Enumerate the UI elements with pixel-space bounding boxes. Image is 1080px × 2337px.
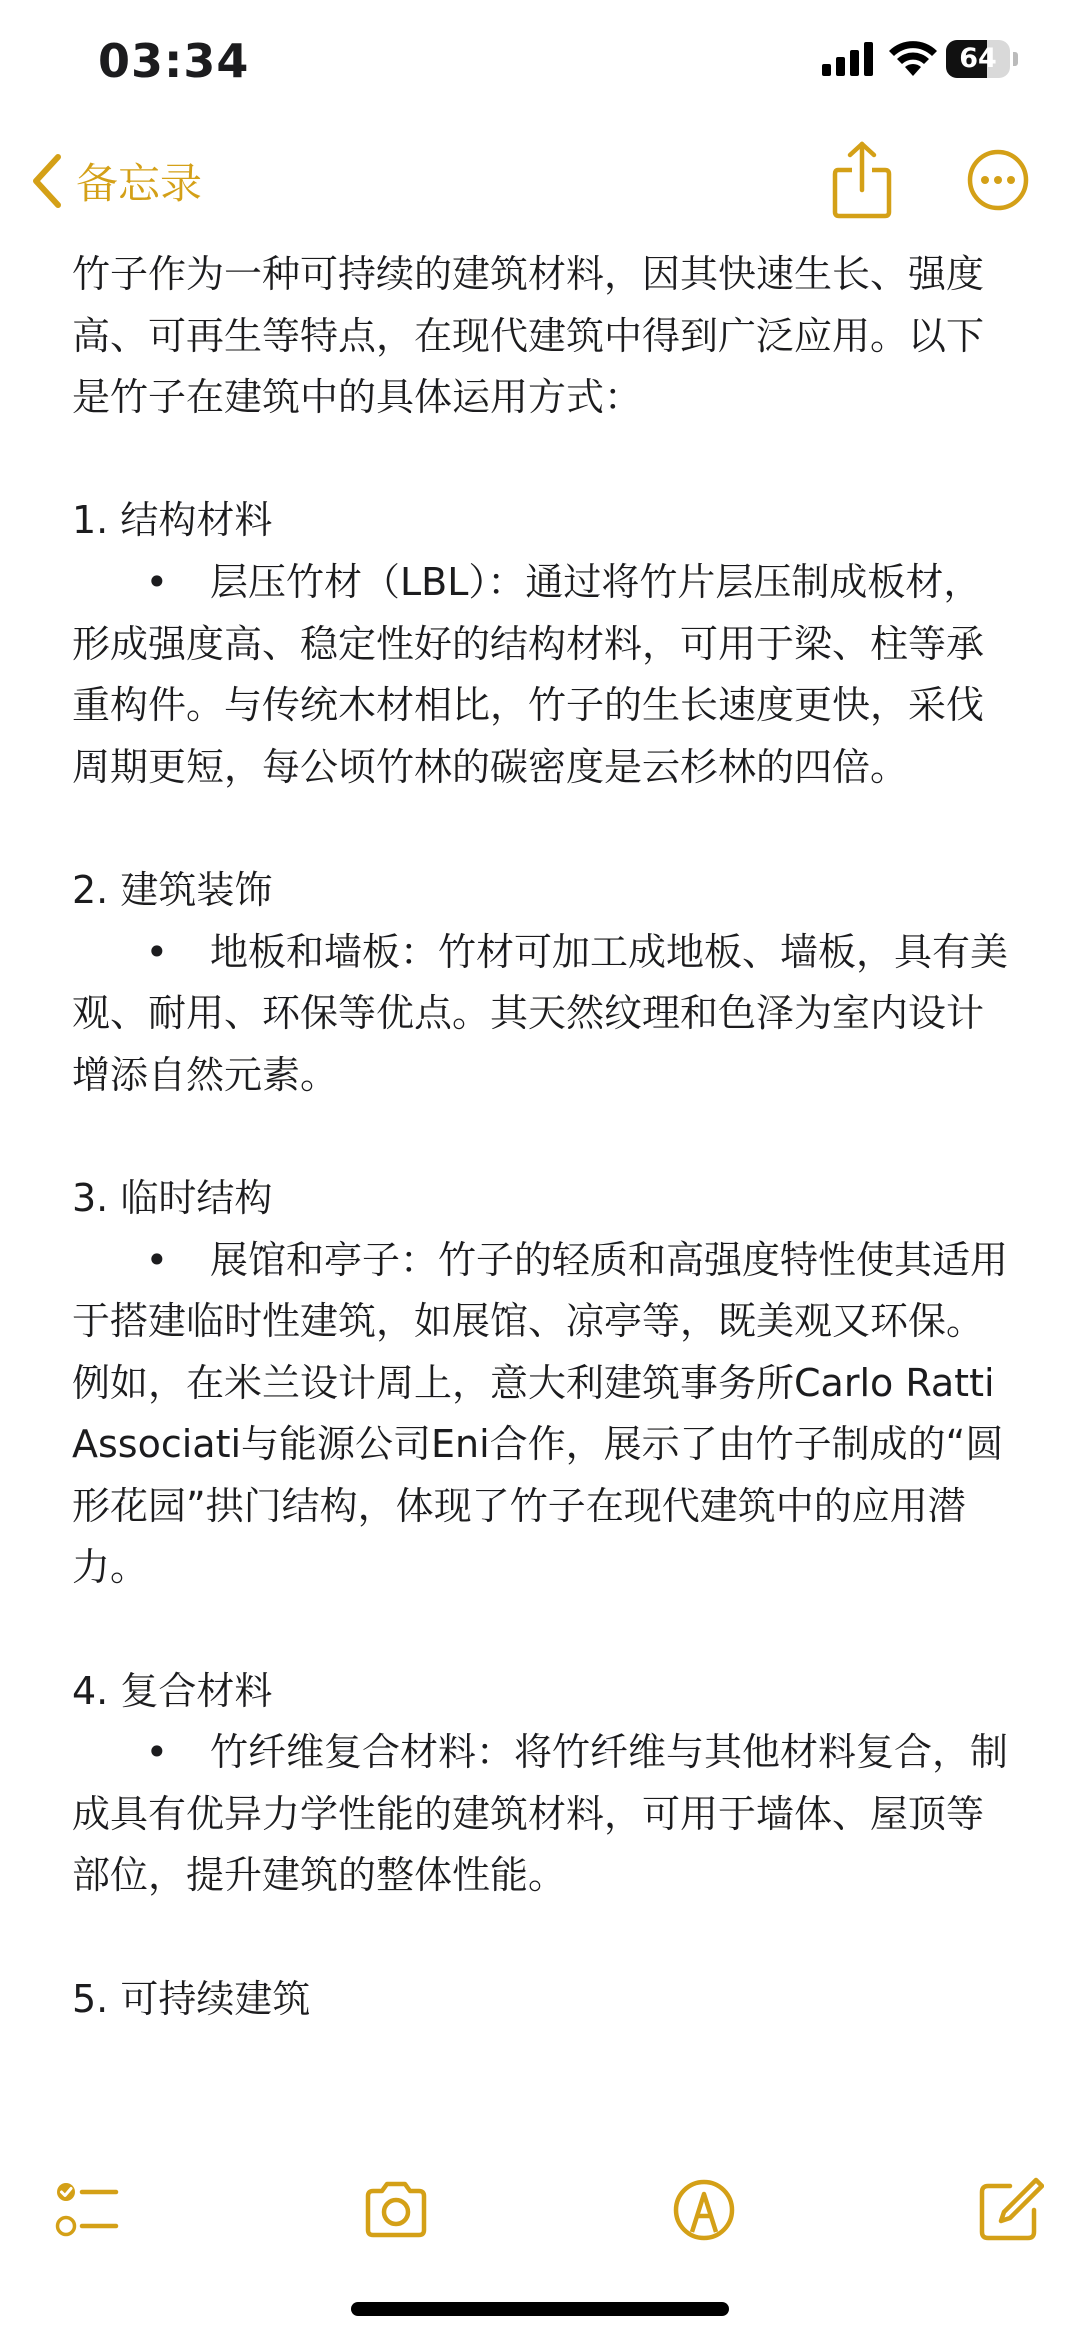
checklist-icon[interactable]	[52, 2176, 120, 2244]
bullet-icon: •	[145, 1237, 168, 1282]
share-icon[interactable]	[830, 140, 894, 220]
wifi-icon	[888, 40, 938, 78]
status-bar	[0, 0, 1080, 130]
section-heading-3: 3. 临时结构	[72, 1175, 273, 1220]
home-indicator[interactable]	[351, 2302, 729, 2316]
bottom-toolbar	[0, 2160, 1080, 2260]
camera-icon[interactable]	[362, 2176, 430, 2244]
battery-icon	[946, 40, 1020, 78]
cellular-signal-icon	[822, 42, 874, 76]
bullet-icon: •	[145, 1730, 168, 1775]
more-options-icon[interactable]	[966, 148, 1030, 212]
note-body[interactable]	[72, 244, 1012, 2114]
bullet-text: 竹纤维复合材料：将竹纤维与其他材料复合，制成具有优异力学性能的建筑材料，可用于墙体、屋顶等部位，提升建筑的整体性能。	[72, 1730, 1009, 1898]
markup-pen-icon[interactable]	[670, 2176, 738, 2244]
section-heading-4: 4. 复合材料	[72, 1668, 273, 1713]
status-time: 03:34	[98, 34, 250, 88]
bullet-icon: •	[145, 929, 168, 974]
back-button[interactable]	[30, 146, 202, 216]
section-heading-2: 2. 建筑装饰	[72, 867, 273, 912]
section-bullet-2	[72, 922, 1012, 1107]
section-heading-1: 1. 结构材料	[72, 498, 273, 543]
bullet-text: 地板和墙板：竹材可加工成地板、墙板，具有美观、耐用、环保等优点。其天然纹理和色泽为室内设计增添自然元素。	[72, 929, 1009, 1097]
note-intro: 竹子作为一种可持续的建筑材料，因其快速生长、强度高、可再生等特点，在现代建筑中得到广泛应用。以下是竹子在建筑中的具体运用方式：	[72, 252, 985, 420]
section-bullet-4	[72, 1722, 1012, 1907]
compose-icon[interactable]	[976, 2176, 1044, 2244]
bullet-text: 层压竹材（LBL）：通过将竹片层压制成板材，形成强度高、稳定性好的结构材料，可用于梁、柱等承重构件。与传统木材相比，竹子的生长速度更快，采伐周期更短，每公顷竹林的碳密度是云杉林的四倍。	[72, 559, 985, 789]
back-label: 备忘录	[76, 159, 203, 208]
battery-percent: 64	[959, 43, 997, 74]
section-heading-5: 5. 可持续建筑	[72, 1976, 311, 2021]
section-bullet-3	[72, 1230, 1012, 1600]
nav-bar	[0, 130, 1080, 240]
chevron-left-icon	[30, 153, 64, 209]
bullet-icon: •	[145, 559, 168, 604]
bullet-text: 展馆和亭子：竹子的轻质和高强度特性使其适用于搭建临时性建筑，如展馆、凉亭等，既美观又环保。例如，在米兰设计周上，意大利建筑事务所Carlo Ratti Associati与能源公司Eni合作，展示了由竹子制成的“圆形花园”拱门结构，体现了竹子在现代建筑中的应用潜力。	[72, 1237, 1009, 1590]
section-bullet-1	[72, 552, 1012, 798]
